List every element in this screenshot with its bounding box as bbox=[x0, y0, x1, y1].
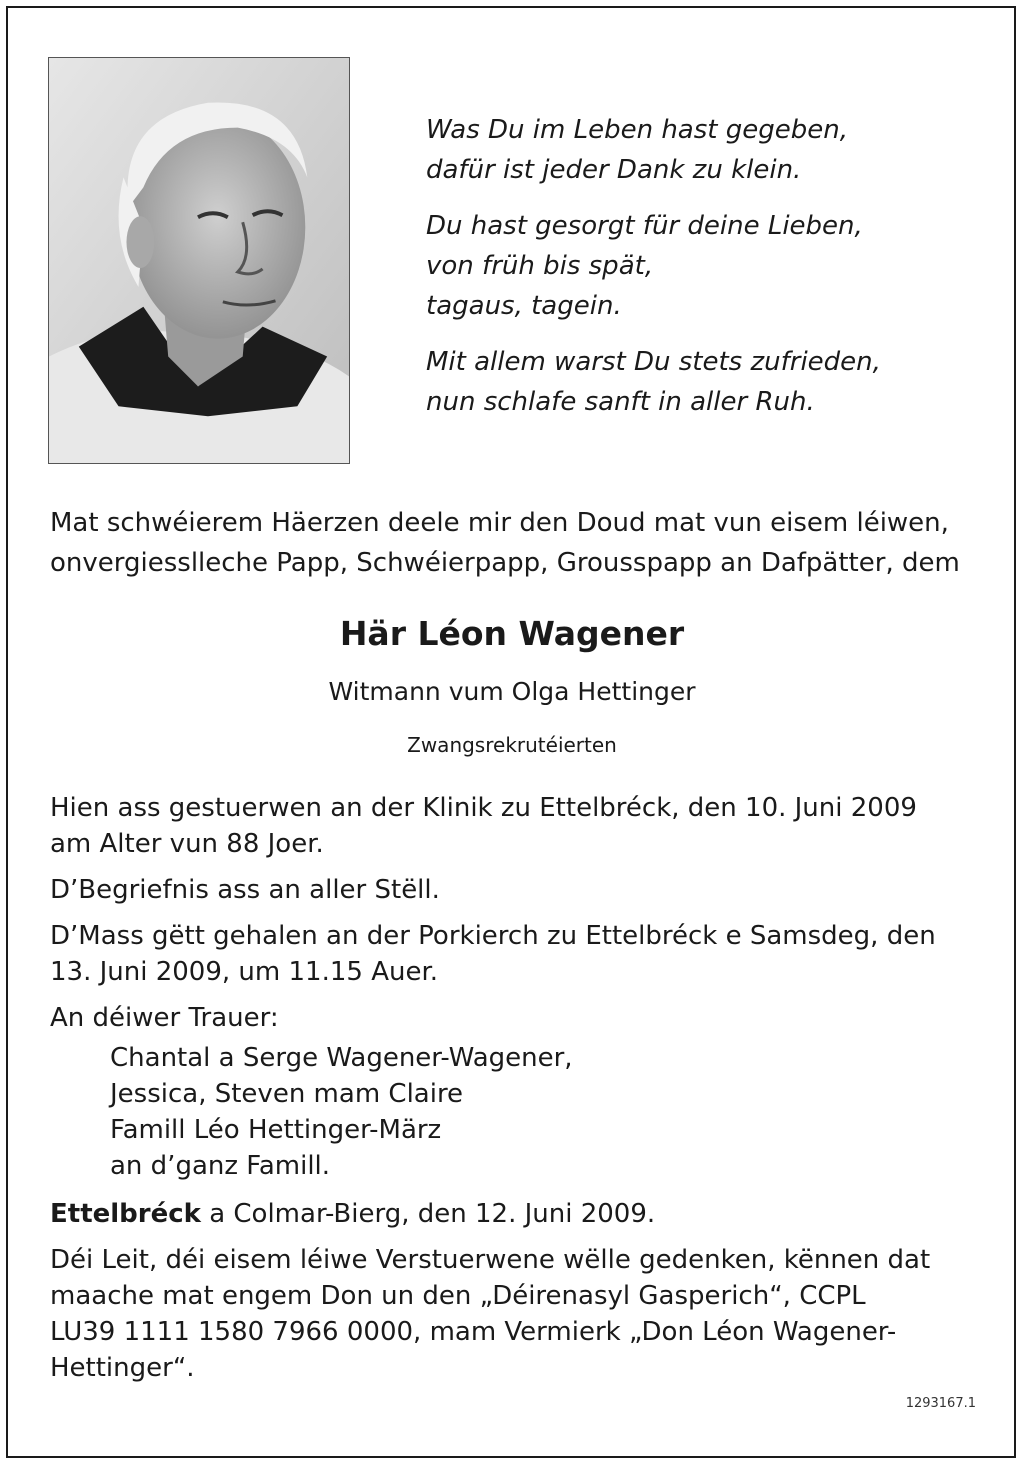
mass-line: 13. Juni 2009, um 11.15 Auer. bbox=[50, 957, 439, 987]
poem-line: tagaus, tagein. bbox=[426, 291, 622, 321]
intro-line: Mat schwéierem Häerzen deele mir den Doud mat vun eisem léiwen, bbox=[50, 508, 949, 538]
place-date bbox=[50, 1196, 975, 1232]
poem-line: nun schlafe sanft in aller Ruh. bbox=[426, 387, 815, 417]
poem-line: Du hast gesorgt für deine Lieben, bbox=[426, 211, 863, 241]
poem-line: Mit allem warst Du stets zufrieden, bbox=[426, 347, 881, 377]
mourner-item: Famill Léo Hettinger-März bbox=[110, 1115, 442, 1145]
donation-note bbox=[50, 1242, 975, 1386]
honor-title: Zwangsrekrutéierten bbox=[407, 733, 617, 757]
place-date-rest: a Colmar-Bierg, den 12. Juni 2009. bbox=[200, 1199, 656, 1229]
announcement-intro bbox=[50, 503, 975, 583]
poem-line: dafür ist jeder Dank zu klein. bbox=[426, 155, 802, 185]
deceased-name: Här Léon Wagener bbox=[339, 614, 685, 653]
place-name: Ettelbréck bbox=[50, 1199, 201, 1229]
death-line: Hien ass gestuerwen an der Klinik zu Ettelbréck, den 10. Juni 2009 bbox=[50, 793, 917, 823]
mass-line: D’Mass gëtt gehalen an der Porkierch zu Ettelbréck e Samsdeg, den bbox=[50, 921, 936, 951]
burial-info: D’Begriefnis ass an aller Stëll. bbox=[50, 875, 440, 905]
widower-of: Witmann vum Olga Hettinger bbox=[328, 677, 696, 706]
donation-line: maache mat engem Don un den „Déirenasyl Gasperich“, CCPL bbox=[50, 1281, 866, 1311]
notice-body bbox=[50, 790, 975, 1386]
poem-line: Was Du im Leben hast gegeben, bbox=[426, 115, 848, 145]
donation-line: Hettinger“. bbox=[50, 1353, 195, 1383]
memorial-poem bbox=[426, 110, 986, 438]
death-line: am Alter vun 88 Joer. bbox=[50, 829, 324, 859]
mourning-label: An déiwer Trauer: bbox=[50, 1003, 279, 1033]
death-info bbox=[50, 790, 975, 862]
poem-stanza bbox=[426, 342, 986, 422]
mourner-item: Jessica, Steven mam Claire bbox=[110, 1079, 464, 1109]
portrait-photo bbox=[48, 57, 350, 464]
poem-stanza bbox=[426, 206, 986, 326]
mourners-list bbox=[50, 1040, 975, 1184]
mourner-item: Chantal a Serge Wagener-Wagener, bbox=[110, 1043, 573, 1073]
intro-line: onvergiesslleche Papp, Schwéierpapp, Grousspapp an Dafpätter, dem bbox=[50, 548, 960, 578]
poem-stanza bbox=[426, 110, 986, 190]
donation-line: LU39 1111 1580 7966 0000, mam Vermierk „Don Léon Wagener- bbox=[50, 1317, 897, 1347]
reference-number: 1293167.1 bbox=[905, 1396, 976, 1411]
poem-line: von früh bis spät, bbox=[426, 251, 654, 281]
mourner-item: an d’ganz Famill. bbox=[110, 1151, 331, 1181]
donation-line: Déi Leit, déi eisem léiwe Verstuerwene wëlle gedenken, kënnen dat bbox=[50, 1245, 931, 1275]
portrait-illustration bbox=[49, 58, 349, 463]
mass-info bbox=[50, 918, 975, 990]
